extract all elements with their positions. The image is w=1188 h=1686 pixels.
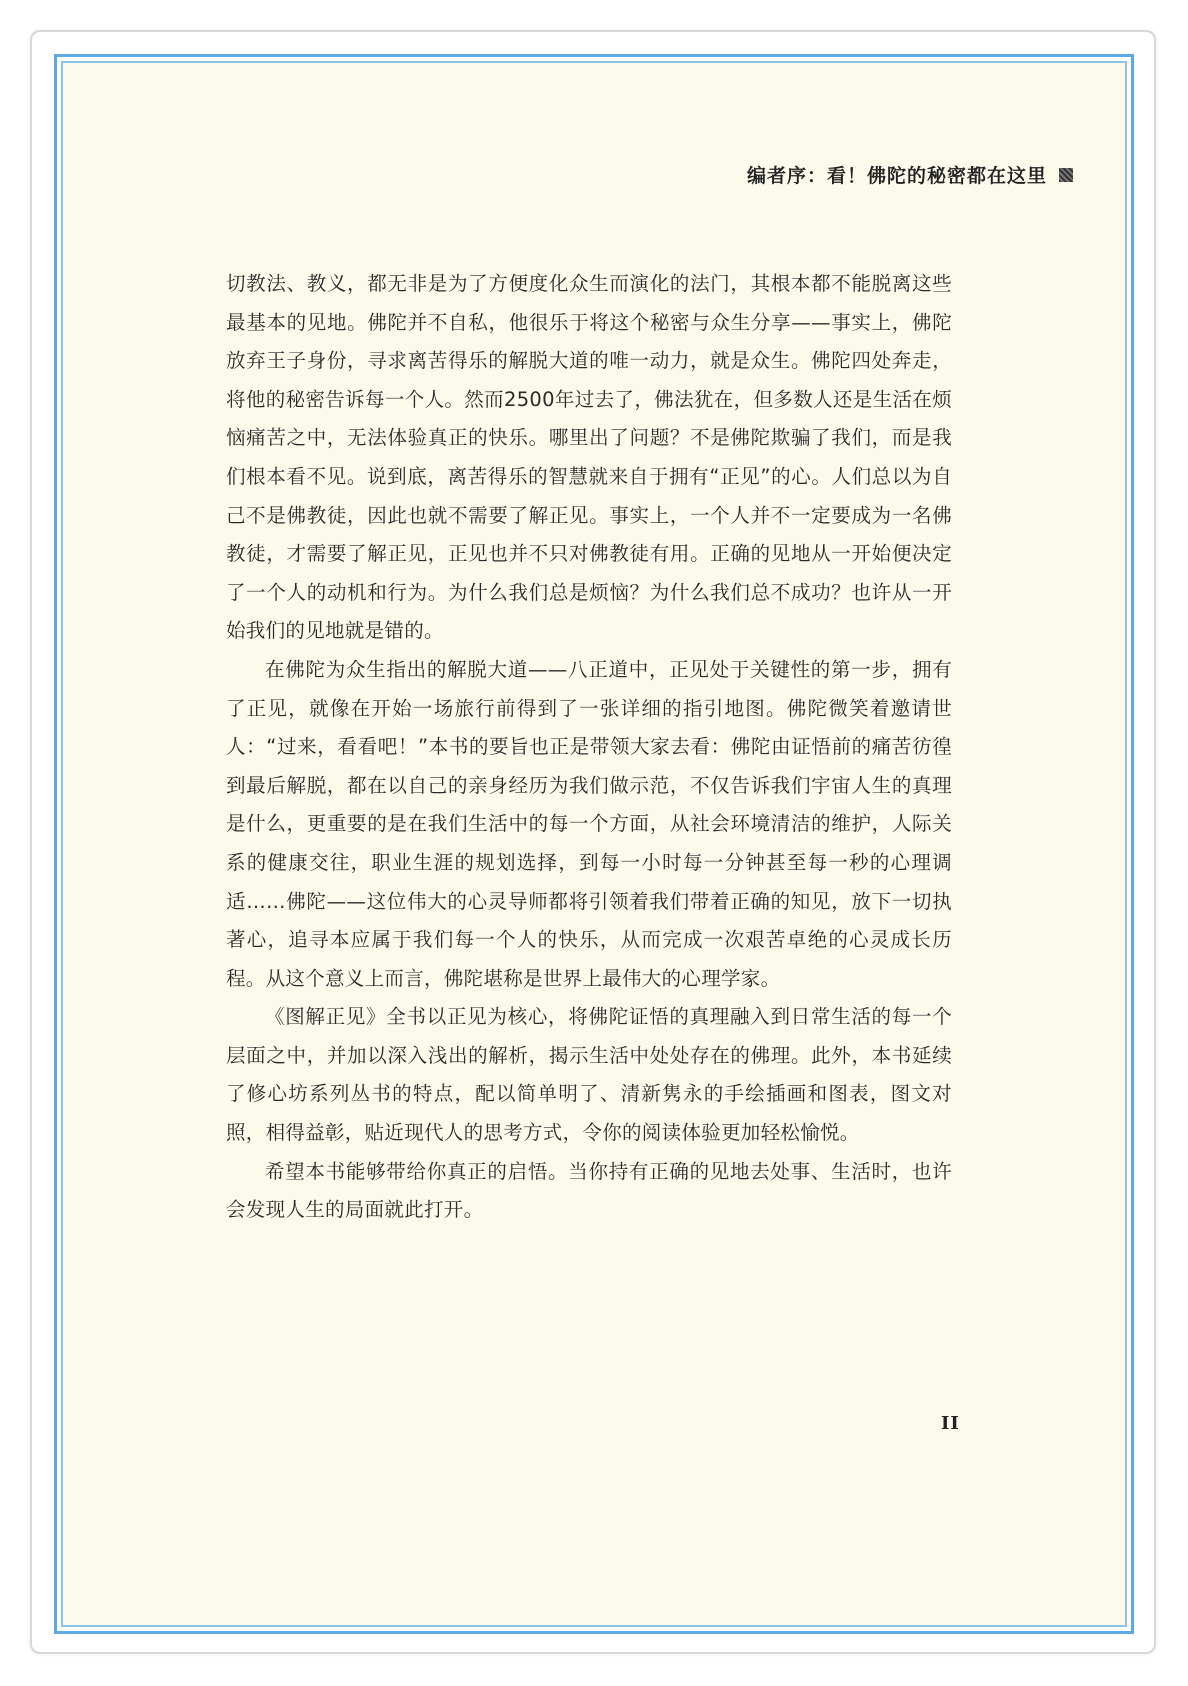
book-page [61,61,1127,1627]
paragraph-continued: 切教法、教义，都无非是为了方便度化众生而演化的法门，其根本都不能脱离这些最基本的见地。佛陀并不自私，他很乐于将这个秘密与众生分享——事实上，佛陀放弃王子身份，寻求离苦得乐的解脱大道的唯一动力，就是众生。佛陀四处奔走，将他的秘密告诉每一个人。然而2500年过去了，佛法犹在，但多数人还是生活在烦恼痛苦之中，无法体验真正的快乐。哪里出了问题？不是佛陀欺骗了我们，而是我们根本看不见。说到底，离苦得乐的智慧就来自于拥有“正见”的心。人们总以为自己不是佛教徒，因此也就不需要了解正见。事实上，一个人并不一定要成为一名佛教徒，才需要了解正见，正见也并不只对佛教徒有用。正确的见地从一开始便决定了一个人的动机和行为。为什么我们总是烦恼？为什么我们总不成功？也许从一开始我们的见地就是错的。 [226,272,952,643]
book-page-frame [54,54,1134,1634]
paragraph: 希望本书能够带给你真正的启悟。当你持有正确的见地去处事、生活时，也许会发现人生的局面就此打开。 [226,1159,952,1222]
body-text [226,265,952,1230]
square-block-icon [1059,168,1073,182]
page-number: II [941,1413,960,1434]
paragraph: 在佛陀为众生指出的解脱大道——八正道中，正见处于关键性的第一步，拥有了正见，就像在开始一场旅行前得到了一张详细的指引地图。佛陀微笑着邀请世人：“过来，看看吧！”本书的要旨也正是带领大家去看：佛陀由证悟前的痛苦彷徨到最后解脱，都在以自己的亲身经历为我们做示范，不仅告诉我们宇宙人生的真理是什么，更重要的是在我们生活中的每一个方面，从社会环境清洁的维护，人际关系的健康交往，职业生涯的规划选择，到每一小时每一分钟甚至每一秒的心理调适……佛陀——这位伟大的心灵导师都将引领着我们带着正确的知见，放下一切执著心，追寻本应属于我们每一个人的快乐，从而完成一次艰苦卓绝的心灵成长历程。从这个意义上而言，佛陀堪称是世界上最伟大的心理学家。 [226,657,952,990]
running-head-title: 编者序：看！佛陀的秘密都在这里 [746,165,1047,187]
running-head [747,161,1073,188]
paragraph: 《图解正见》全书以正见为核心，将佛陀证悟的真理融入到日常生活的每一个层面之中，并加以深入浅出的解析，揭示生活中处处存在的佛理。此外，本书延续了修心坊系列丛书的特点，配以简单明了、清新隽永的手绘插画和图表，图文对照，相得益彰，贴近现代人的思考方式，令你的阅读体验更加轻松愉悦。 [226,1005,952,1145]
